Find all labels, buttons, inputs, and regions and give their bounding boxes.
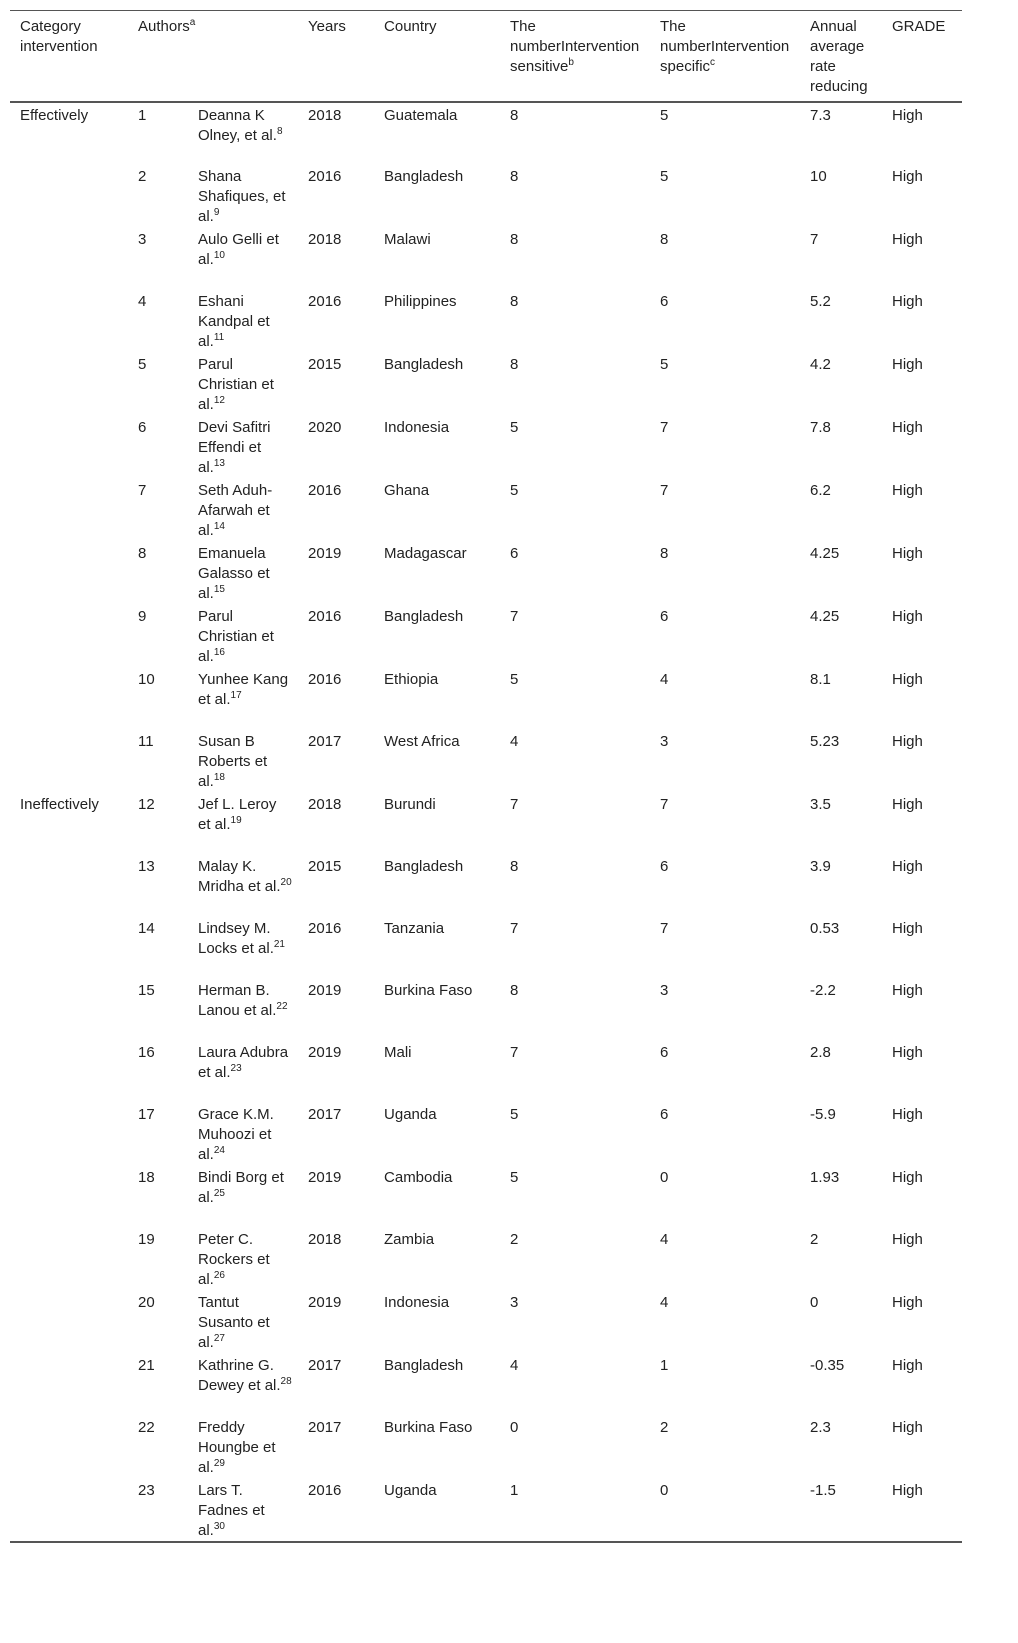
cell-rate: 2.8 bbox=[810, 1044, 831, 1061]
cell-rate: -0.35 bbox=[810, 1357, 845, 1374]
cell-specific: 5 bbox=[660, 107, 669, 124]
cell-rate: 3.9 bbox=[810, 858, 831, 875]
cell-author: Shana Shafiques, et al.$^9$ bbox=[198, 168, 286, 225]
cell-specific: 4 bbox=[660, 1231, 669, 1248]
cell-sensitive: 0 bbox=[510, 1419, 519, 1436]
cell-rate: -5.9 bbox=[810, 1106, 836, 1123]
cell-grade: High bbox=[892, 419, 923, 436]
cell-specific: 6 bbox=[660, 858, 669, 875]
cell-year: 2020 bbox=[308, 419, 342, 436]
cell-number: 19 bbox=[138, 1231, 155, 1248]
cell-rate: 5.2 bbox=[810, 293, 831, 310]
cell-number: 22 bbox=[138, 1419, 155, 1436]
cell-country: Bangladesh bbox=[384, 608, 464, 625]
cell-country: Burundi bbox=[384, 796, 436, 813]
cell-country: Bangladesh bbox=[384, 858, 464, 875]
cell-specific: 3 bbox=[660, 733, 669, 750]
cell-rate: 7.3 bbox=[810, 107, 831, 124]
cell-year: 2016 bbox=[308, 608, 342, 625]
table-row bbox=[10, 1040, 962, 1102]
cell-number: 10 bbox=[138, 671, 155, 688]
cell-year: 2019 bbox=[308, 982, 342, 999]
cell-number: 23 bbox=[138, 1482, 155, 1499]
cell-rate: -2.2 bbox=[810, 982, 836, 999]
cell-grade: High bbox=[892, 231, 923, 248]
table-header bbox=[10, 11, 962, 103]
cell-grade: High bbox=[892, 545, 923, 562]
cell-country: Ghana bbox=[384, 482, 430, 499]
cell-category bbox=[10, 604, 128, 667]
cell-sensitive: 3 bbox=[510, 1294, 519, 1311]
table-row bbox=[10, 1353, 962, 1415]
cell-sensitive: 8 bbox=[510, 293, 519, 310]
cell-year: 2015 bbox=[308, 356, 342, 373]
cell-country: Philippines bbox=[384, 293, 457, 310]
cell-sensitive: 7 bbox=[510, 1044, 519, 1061]
reference-marker: 27 bbox=[213, 1333, 225, 1344]
table-row bbox=[10, 102, 962, 164]
cell-category bbox=[10, 1040, 128, 1102]
header-country: Country bbox=[384, 18, 437, 35]
cell-grade: High bbox=[892, 671, 923, 688]
cell-sensitive: 8 bbox=[510, 168, 519, 185]
table-row bbox=[10, 978, 962, 1040]
cell-rate: 2 bbox=[810, 1231, 819, 1248]
cell-year: 2015 bbox=[308, 858, 342, 875]
cell-number: 18 bbox=[138, 1169, 155, 1186]
cell-country: Guatemala bbox=[384, 107, 458, 124]
cell-number: 5 bbox=[138, 356, 147, 373]
cell-sensitive: 4 bbox=[510, 1357, 519, 1374]
cell-sensitive: 7 bbox=[510, 608, 519, 625]
reference-marker: 12 bbox=[213, 395, 225, 406]
cell-author: Lars T. Fadnes et al.$^{30}$ bbox=[198, 1482, 265, 1539]
cell-category bbox=[10, 1165, 128, 1227]
cell-category bbox=[10, 227, 128, 289]
cell-grade: High bbox=[892, 858, 923, 875]
table-row bbox=[10, 729, 962, 792]
cell-rate: -1.5 bbox=[810, 1482, 836, 1499]
table-row bbox=[10, 792, 962, 854]
cell-specific: 8 bbox=[660, 545, 669, 562]
cell-category bbox=[10, 1102, 128, 1165]
cell-number: 14 bbox=[138, 920, 155, 937]
cell-rate: 1.93 bbox=[810, 1169, 840, 1186]
cell-country: Indonesia bbox=[384, 419, 450, 436]
cell-category bbox=[10, 1478, 128, 1542]
cell-year: 2018 bbox=[308, 796, 342, 813]
table-row bbox=[10, 604, 962, 667]
cell-category bbox=[10, 916, 128, 978]
cell-rate: 7 bbox=[810, 231, 819, 248]
cell-specific: 4 bbox=[660, 671, 669, 688]
reference-marker: 29 bbox=[213, 1458, 225, 1469]
cell-grade: High bbox=[892, 293, 923, 310]
table-row bbox=[10, 478, 962, 541]
cell-rate: 5.23 bbox=[810, 733, 840, 750]
footnote-marker: a bbox=[189, 17, 196, 28]
reference-marker: 15 bbox=[213, 584, 225, 595]
reference-marker: 19 bbox=[230, 815, 242, 826]
cell-year: 2017 bbox=[308, 1357, 342, 1374]
cell-category bbox=[10, 854, 128, 916]
cell-grade: High bbox=[892, 1231, 923, 1248]
cell-year: 2017 bbox=[308, 1419, 342, 1436]
reference-marker: 14 bbox=[213, 521, 225, 532]
cell-number: 6 bbox=[138, 419, 147, 436]
table-body bbox=[10, 102, 962, 1542]
cell-country: West Africa bbox=[384, 733, 460, 750]
cell-specific: 3 bbox=[660, 982, 669, 999]
reference-marker: 26 bbox=[213, 1270, 225, 1281]
cell-category bbox=[10, 1353, 128, 1415]
cell-country: Zambia bbox=[384, 1231, 435, 1248]
cell-year: 2016 bbox=[308, 168, 342, 185]
cell-number: 11 bbox=[138, 733, 154, 750]
cell-year: 2017 bbox=[308, 733, 342, 750]
cell-number: 4 bbox=[138, 293, 147, 310]
cell-number: 21 bbox=[138, 1357, 155, 1374]
cell-grade: High bbox=[892, 920, 923, 937]
cell-grade: High bbox=[892, 1169, 923, 1186]
reference-marker: 18 bbox=[213, 772, 225, 783]
reference-marker: 28 bbox=[280, 1376, 292, 1387]
cell-country: Cambodia bbox=[384, 1169, 453, 1186]
cell-specific: 6 bbox=[660, 1106, 669, 1123]
header-years: Years bbox=[308, 18, 346, 35]
header-category: Category intervention bbox=[20, 18, 98, 55]
cell-number: 9 bbox=[138, 608, 147, 625]
cell-year: 2018 bbox=[308, 1231, 342, 1248]
cell-country: Uganda bbox=[384, 1482, 437, 1499]
cell-grade: High bbox=[892, 482, 923, 499]
table-row bbox=[10, 1415, 962, 1478]
cell-specific: 2 bbox=[660, 1419, 669, 1436]
cell-author: Jef L. Leroy et al.$^{19}$ bbox=[198, 796, 277, 833]
cell-number: 12 bbox=[138, 796, 155, 813]
cell-year: 2016 bbox=[308, 482, 342, 499]
cell-sensitive: 5 bbox=[510, 671, 519, 688]
cell-rate: 3.5 bbox=[810, 796, 831, 813]
cell-specific: 6 bbox=[660, 608, 669, 625]
cell-sensitive: 7 bbox=[510, 920, 519, 937]
cell-rate: 4.2 bbox=[810, 356, 831, 373]
cell-category bbox=[10, 164, 128, 227]
cell-year: 2019 bbox=[308, 1294, 342, 1311]
reference-marker: 10 bbox=[213, 250, 225, 261]
cell-author: Susan B Roberts et al.$^{18}$ bbox=[198, 733, 268, 790]
cell-sensitive: 5 bbox=[510, 1106, 519, 1123]
cell-sensitive: 4 bbox=[510, 733, 519, 750]
cell-country: Mali bbox=[384, 1044, 412, 1061]
cell-rate: 4.25 bbox=[810, 545, 840, 562]
table-row bbox=[10, 541, 962, 604]
cell-category bbox=[10, 1290, 128, 1353]
cell-grade: High bbox=[892, 1044, 923, 1061]
table-row bbox=[10, 916, 962, 978]
cell-number: 17 bbox=[138, 1106, 155, 1123]
cell-author: Grace K.M. Muhoozi et al.$^{24}$ bbox=[198, 1106, 274, 1163]
reference-marker: 24 bbox=[213, 1145, 225, 1156]
cell-country: Madagascar bbox=[384, 545, 467, 562]
cell-rate: 10 bbox=[810, 168, 827, 185]
cell-specific: 5 bbox=[660, 356, 669, 373]
reference-marker: 8 bbox=[276, 126, 283, 137]
cell-sensitive: 5 bbox=[510, 419, 519, 436]
cell-sensitive: 2 bbox=[510, 1231, 519, 1248]
reference-marker: 30 bbox=[213, 1521, 225, 1532]
cell-author: Aulo Gelli et al.$^{10}$ bbox=[198, 231, 279, 268]
cell-grade: High bbox=[892, 608, 923, 625]
cell-category bbox=[10, 415, 128, 478]
cell-country: Malawi bbox=[384, 231, 431, 248]
reference-marker: 11 bbox=[213, 332, 225, 343]
table-row bbox=[10, 289, 962, 352]
cell-rate: 8.1 bbox=[810, 671, 831, 688]
cell-category bbox=[10, 541, 128, 604]
cell-sensitive: 8 bbox=[510, 107, 519, 124]
header-sensitive: The numberIntervention sensitive$^b$ bbox=[510, 18, 640, 75]
cell-sensitive: 1 bbox=[510, 1482, 519, 1499]
cell-category bbox=[10, 667, 128, 729]
cell-year: 2017 bbox=[308, 1106, 342, 1123]
cell-grade: High bbox=[892, 107, 923, 124]
footnote-marker: b bbox=[568, 57, 574, 68]
cell-country: Burkina Faso bbox=[384, 1419, 473, 1436]
cell-author: Yunhee Kang et al.$^{17}$ bbox=[198, 671, 289, 708]
cell-specific: 4 bbox=[660, 1294, 669, 1311]
cell-grade: High bbox=[892, 982, 923, 999]
cell-specific: 0 bbox=[660, 1482, 669, 1499]
cell-grade: High bbox=[892, 1419, 923, 1436]
header-specific: The numberIntervention specific$^c$ bbox=[660, 18, 790, 75]
cell-sensitive: 5 bbox=[510, 1169, 519, 1186]
cell-grade: High bbox=[892, 1357, 923, 1374]
cell-sensitive: 8 bbox=[510, 982, 519, 999]
table-row bbox=[10, 1102, 962, 1165]
cell-country: Bangladesh bbox=[384, 168, 464, 185]
reference-marker: 17 bbox=[230, 690, 242, 701]
reference-marker: 20 bbox=[280, 877, 292, 888]
cell-specific: 1 bbox=[660, 1357, 669, 1374]
cell-year: 2019 bbox=[308, 1169, 342, 1186]
reference-marker: 16 bbox=[213, 647, 225, 658]
reference-marker: 21 bbox=[273, 939, 285, 950]
cell-sensitive: 8 bbox=[510, 231, 519, 248]
cell-sensitive: 7 bbox=[510, 796, 519, 813]
reference-marker: 25 bbox=[213, 1188, 225, 1199]
cell-specific: 8 bbox=[660, 231, 669, 248]
cell-number: 20 bbox=[138, 1294, 155, 1311]
table-row bbox=[10, 352, 962, 415]
cell-author: Eshani Kandpal et al.$^{11}$ bbox=[198, 293, 270, 350]
cell-country: Ethiopia bbox=[384, 671, 439, 688]
cell-country: Bangladesh bbox=[384, 1357, 464, 1374]
cell-grade: High bbox=[892, 1482, 923, 1499]
cell-grade: High bbox=[892, 1106, 923, 1123]
cell-author: Parul Christian et al.$^{12}$ bbox=[198, 356, 274, 413]
cell-author: Malay K. Mridha et al.$^{20}$ bbox=[198, 858, 292, 895]
cell-rate: 4.25 bbox=[810, 608, 840, 625]
cell-specific: 7 bbox=[660, 796, 669, 813]
cell-author: Peter C. Rockers et al.$^{26}$ bbox=[198, 1231, 270, 1288]
cell-category bbox=[10, 1227, 128, 1290]
cell-specific: 6 bbox=[660, 1044, 669, 1061]
cell-rate: 2.3 bbox=[810, 1419, 831, 1436]
header-grade: GRADE bbox=[892, 18, 946, 35]
cell-sensitive: 8 bbox=[510, 858, 519, 875]
cell-author: Freddy Houngbe et al.$^{29}$ bbox=[198, 1419, 276, 1476]
cell-specific: 7 bbox=[660, 482, 669, 499]
cell-specific: 7 bbox=[660, 920, 669, 937]
table-row bbox=[10, 854, 962, 916]
cell-author: Herman B. Lanou et al.$^{22}$ bbox=[198, 982, 288, 1019]
cell-author: Bindi Borg et al.$^{25}$ bbox=[198, 1169, 284, 1206]
cell-author: Laura Adubra et al.$^{23}$ bbox=[198, 1044, 289, 1081]
cell-grade: High bbox=[892, 356, 923, 373]
cell-author: Emanuela Galasso et al.$^{15}$ bbox=[198, 545, 270, 602]
cell-category: Effectively bbox=[20, 107, 89, 124]
cell-year: 2019 bbox=[308, 1044, 342, 1061]
cell-year: 2016 bbox=[308, 293, 342, 310]
cell-author: Seth Aduh-Afarwah et al.$^{14}$ bbox=[198, 482, 273, 539]
cell-grade: High bbox=[892, 733, 923, 750]
cell-author: Deanna K Olney, et al.$^8$ bbox=[198, 107, 283, 144]
cell-rate: 6.2 bbox=[810, 482, 831, 499]
cell-category bbox=[10, 352, 128, 415]
cell-number: 2 bbox=[138, 168, 147, 185]
cell-category bbox=[10, 478, 128, 541]
cell-sensitive: 5 bbox=[510, 482, 519, 499]
cell-country: Burkina Faso bbox=[384, 982, 473, 999]
cell-grade: High bbox=[892, 796, 923, 813]
cell-number: 3 bbox=[138, 231, 147, 248]
cell-year: 2016 bbox=[308, 920, 342, 937]
cell-author: Tantut Susanto et al.$^{27}$ bbox=[198, 1294, 270, 1351]
cell-number: 16 bbox=[138, 1044, 155, 1061]
cell-sensitive: 8 bbox=[510, 356, 519, 373]
header-rate: Annual average rate reducing bbox=[810, 18, 868, 95]
cell-year: 2018 bbox=[308, 231, 342, 248]
cell-specific: 7 bbox=[660, 419, 669, 436]
cell-rate: 0.53 bbox=[810, 920, 840, 937]
cell-country: Uganda bbox=[384, 1106, 437, 1123]
cell-sensitive: 6 bbox=[510, 545, 519, 562]
table-row bbox=[10, 164, 962, 227]
cell-specific: 5 bbox=[660, 168, 669, 185]
reference-marker: 23 bbox=[230, 1063, 242, 1074]
cell-specific: 0 bbox=[660, 1169, 669, 1186]
cell-author: Lindsey M. Locks et al.$^{21}$ bbox=[198, 920, 285, 957]
table-row bbox=[10, 227, 962, 289]
cell-number: 1 bbox=[138, 107, 147, 124]
cell-number: 13 bbox=[138, 858, 155, 875]
table-row bbox=[10, 667, 962, 729]
reference-marker: 9 bbox=[213, 207, 220, 218]
cell-category bbox=[10, 729, 128, 792]
cell-specific: 6 bbox=[660, 293, 669, 310]
table-row bbox=[10, 1290, 962, 1353]
cell-category bbox=[10, 1415, 128, 1478]
reference-marker: 13 bbox=[213, 458, 225, 469]
studies-table-container bbox=[10, 10, 962, 1543]
cell-country: Indonesia bbox=[384, 1294, 450, 1311]
cell-number: 15 bbox=[138, 982, 155, 999]
cell-year: 2018 bbox=[308, 107, 342, 124]
cell-rate: 0 bbox=[810, 1294, 819, 1311]
table-row bbox=[10, 415, 962, 478]
cell-country: Bangladesh bbox=[384, 356, 464, 373]
cell-rate: 7.8 bbox=[810, 419, 831, 436]
cell-number: 8 bbox=[138, 545, 147, 562]
cell-category bbox=[10, 289, 128, 352]
cell-author: Devi Safitri Effendi et al.$^{13}$ bbox=[198, 419, 271, 476]
cell-year: 2016 bbox=[308, 671, 342, 688]
studies-table bbox=[10, 10, 962, 1543]
reference-marker: 22 bbox=[276, 1001, 288, 1012]
cell-number: 7 bbox=[138, 482, 147, 499]
cell-year: 2019 bbox=[308, 545, 342, 562]
cell-year: 2016 bbox=[308, 1482, 342, 1499]
table-row bbox=[10, 1165, 962, 1227]
cell-author: Kathrine G. Dewey et al.$^{28}$ bbox=[198, 1357, 292, 1394]
table-row bbox=[10, 1227, 962, 1290]
cell-grade: High bbox=[892, 168, 923, 185]
table-row bbox=[10, 1478, 962, 1542]
cell-grade: High bbox=[892, 1294, 923, 1311]
footnote-marker: c bbox=[710, 57, 716, 68]
header-authors: Authors$^a$ bbox=[138, 17, 196, 35]
cell-category: Ineffectively bbox=[20, 796, 99, 813]
cell-category bbox=[10, 978, 128, 1040]
cell-country: Tanzania bbox=[384, 920, 445, 937]
cell-author: Parul Christian et al.$^{16}$ bbox=[198, 608, 274, 665]
